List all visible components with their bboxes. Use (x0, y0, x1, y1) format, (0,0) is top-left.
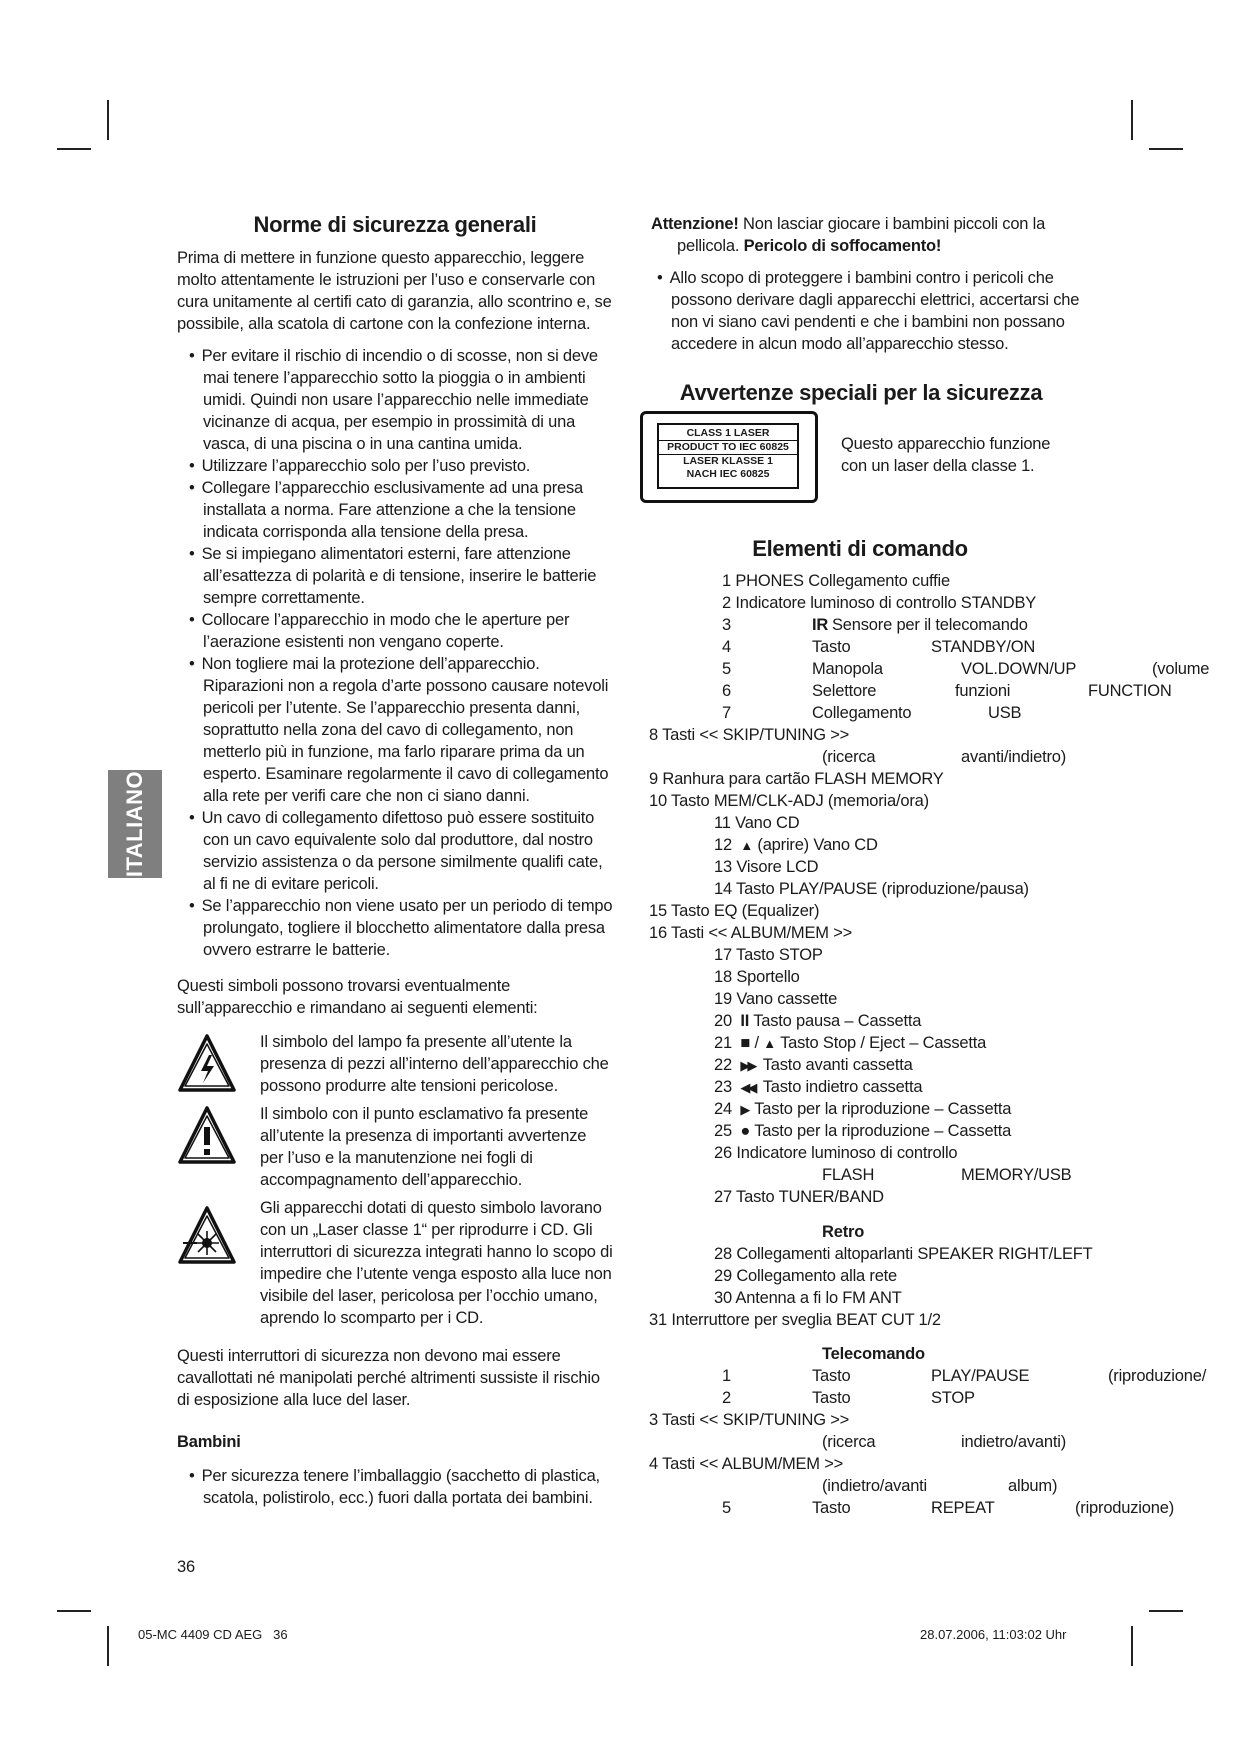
exclamation-warning-icon (177, 1105, 237, 1167)
lightning-warning-icon (177, 1033, 237, 1095)
control-row: 17 Tasto STOP (714, 946, 823, 964)
warning-label: Attenzione! (651, 215, 739, 233)
crop-mark (107, 1626, 109, 1666)
symbol-text: Il simbolo con il punto esclamativo fa presente all’utente la presenza di importanti avvertenze per l’uso e la manutenzione nei fogli di accompagnamento dell’apparecchio. (260, 1105, 589, 1189)
laser-class-label (640, 411, 818, 503)
remote-row: 4 Tasti << ALBUM/MEM >> (649, 1455, 844, 1473)
control-row: 25 ● Tasto per la riproduzione – Cassetta (714, 1122, 1012, 1140)
warning-text: Non lasciar giocare i bambini piccoli con la pellicola. (677, 215, 1046, 255)
control-row: 18 Sportello (714, 968, 800, 986)
right-warning (651, 213, 1081, 355)
eject-icon: ▲ (740, 838, 754, 853)
symbol-text: Il simbolo del lampo fa presente all’utente la presenza di pezzi all’interno dell’apparecchio che possono produrre alte tensioni pericolose. (260, 1033, 609, 1095)
footer-left: 05-MC 4409 CD AEG 36 (138, 1627, 288, 1642)
control-row: 12 ▲ (aprire) Vano CD (714, 836, 878, 854)
list-item: • Se l’apparecchio non viene usato per un periodo di tempo prolungato, togliere il blocchetto alimentatore dalla presa ovvero estrarre le batterie. (177, 895, 613, 961)
crop-mark (1149, 1610, 1183, 1612)
control-row: 2 Indicatore luminoso di controllo STANDBY (722, 594, 1037, 612)
play-icon: ▶ (740, 1102, 751, 1117)
side-language-tab (108, 770, 162, 878)
list-item: • Collegare l’apparecchio esclusivamente ad una presa installata a norma. Fare attenzione a che la tensione indicata corrisponda alla tensione della presa. (177, 477, 613, 543)
rewind-icon: ◀◀ (740, 1080, 755, 1095)
section-title-special-safety: Avvertenze speciali per la sicurezza (679, 380, 1043, 405)
list-item: • Collocare l’apparecchio in modo che le aperture per l’aerazione esistenti non vengano coperte. (177, 609, 613, 653)
list-item: • Utilizzare l’apparecchio solo per l’uso previsto. (177, 455, 613, 477)
list-item: • Per evitare il rischio di incendio o di scosse, non si deve mai tenere l’apparecchio sotto la pioggia o in ambienti umidi. Quindi non usare l’apparecchio nelle immediate vicinanze di acqua, per esempio in prossimità di una vasca, di una piscina o in una cantina umida. (177, 345, 613, 455)
control-row: 13 Visore LCD (714, 858, 819, 876)
retro-row: 28 Collegamenti altoparlanti SPEAKER RIGHT/LEFT (714, 1245, 1093, 1263)
right-children-list (645, 267, 1081, 355)
control-row: 16 Tasti << ALBUM/MEM >> (649, 924, 853, 942)
stop-icon: ■ (740, 1034, 751, 1052)
laser-warning-icon (177, 1205, 237, 1267)
retro-row: 29 Collegamento alla rete (714, 1267, 898, 1285)
crop-mark (1149, 148, 1183, 150)
list-item: • Per sicurezza tenere l’imballaggio (sacchetto di plastica, scatola, polistirolo, ecc.) fuori dalla portata dei bambini. (177, 1465, 613, 1509)
retro-heading: Retro (822, 1223, 865, 1241)
control-row: 19 Vano cassette (714, 990, 838, 1008)
page-number: 36 (177, 1558, 195, 1576)
laser-label-line: NACH IEC 60825 (686, 468, 770, 480)
section-title-general-safety: Norme di sicurezza generali (253, 212, 537, 237)
footer-right: 28.07.2006, 11:03:02 Uhr (920, 1627, 1067, 1642)
laser-label-line: LASER KLASSE 1 (659, 454, 797, 468)
crop-mark (57, 1610, 91, 1612)
control-row: 10 Tasto MEM/CLK-ADJ (memoria/ora) (649, 792, 929, 810)
remote-heading: Telecomando (822, 1345, 925, 1363)
control-row: 11 Vano CD (714, 814, 800, 832)
symbol-block-lightning (177, 1031, 613, 1097)
children-heading: Bambini (177, 1433, 241, 1451)
control-row: 27 Tasto TUNER/BAND (714, 1188, 884, 1206)
record-icon: ● (740, 1122, 751, 1140)
retro-row: 31 Interruttore per sveglia BEAT CUT 1/2 (649, 1311, 941, 1329)
laser-label-plate (657, 423, 799, 489)
fast-forward-icon: ▶▶ (740, 1058, 755, 1073)
control-row: 20 II Tasto pausa – Cassetta (714, 1012, 922, 1030)
control-row: 26 Indicatore luminoso di controllo (714, 1144, 958, 1162)
control-row: 24 ▶ Tasto per la riproduzione – Cassetta (714, 1100, 1012, 1118)
children-list (177, 1465, 613, 1509)
crop-mark (1131, 100, 1133, 140)
warning-danger: Pericolo di soffocamento! (743, 237, 942, 255)
retro-row: 30 Antenna a fi lo FM ANT (714, 1289, 902, 1307)
eject-icon: ▲ (763, 1036, 776, 1051)
list-item: • Se si impiegano alimentatori esterni, fare attenzione all’esattezza di polarità e di tensione, inserire le batterie sempre correttamente. (177, 543, 613, 609)
symbols-intro: Questi simboli possono trovarsi eventualmente sull’apparecchio e rimandano ai seguenti elementi: (177, 977, 538, 1017)
symbol-text: Gli apparecchi dotati di questo simbolo lavorano con un „Laser classe 1“ per riprodurre i CD. Gli interruttori di sicurezza integrati hanno lo scopo di impedire che l’utente venga esposto alla luce non visibile del laser, pericolosa per l’occhio umano, aprendo lo scomparto per i CD. (260, 1199, 613, 1327)
control-row: 14 Tasto PLAY/PAUSE (riproduzione/pausa) (714, 880, 1029, 898)
laser-description: Questo apparecchio funzione con un laser della classe 1. (841, 435, 1051, 475)
control-row: 21 ■ / ▲ Tasto Stop / Eject – Cassetta (714, 1034, 987, 1052)
switches-note: Questi interruttori di sicurezza non devono mai essere cavallottati né manipolati perché altrimenti sussiste il rischio di esposizione alla luce del laser. (177, 1347, 600, 1409)
control-row: 1 PHONES Collegamento cuffie (722, 572, 950, 590)
list-item: • Un cavo di collegamento difettoso può essere sostituito con un cavo equivalente solo dal produttore, dal nostro servizio assistenza o da persone similmente qualifi cate, al fi ne di evitare pericoli. (177, 807, 613, 895)
remote-row: 3 Tasti << SKIP/TUNING >> (649, 1411, 850, 1429)
crop-mark (107, 100, 109, 140)
list-item: • Non togliere mai la protezione dell’apparecchio. Riparazioni non a regola d’arte possono causare notevoli pericoli per l’utente. Se l’apparecchio presenta danni, soprattutto nella zona del cavo di collegamento, non metterlo più in funzione, ma farlo riparare prima da un esperto. Esaminare regolarmente il cavo di collegamento alla rete per verifi care che non ci siano danni. (177, 653, 613, 807)
left-column (177, 214, 613, 1509)
crop-mark (1131, 1626, 1133, 1666)
control-row: 8 Tasti << SKIP/TUNING >> (649, 726, 850, 744)
symbol-block-laser (177, 1197, 613, 1329)
control-row: 22 ▶▶ Tasto avanti cassetta (714, 1056, 913, 1074)
control-row: 9 Ranhura para cartão FLASH MEMORY (649, 770, 944, 788)
laser-label-line: PRODUCT TO IEC 60825 (659, 440, 797, 454)
safety-list (177, 345, 613, 961)
list-item: • Allo scopo di proteggere i bambini contro i pericoli che possono derivare dagli apparecchi elettrici, accertarsi che non vi siano cavi pendenti e che i bambini non possano accedere in alcun modo all’apparecchio stesso. (645, 267, 1081, 355)
control-row: 15 Tasto EQ (Equalizer) (649, 902, 820, 920)
laser-label-line: CLASS 1 LASER (686, 427, 770, 439)
control-row: 23 ◀◀ Tasto indietro cassetta (714, 1078, 923, 1096)
crop-mark (57, 148, 91, 150)
intro-paragraph: Prima di mettere in funzione questo apparecchio, leggere molto attentamente le istruzioni per l’uso e conservarle con cura unitamente al certifi cato di garanzia, allo scontrino e, se possibile, alla scatola di cartone con la confezione interna. (177, 249, 612, 333)
section-title-controls: Elementi di comando (752, 536, 968, 561)
side-tab-label: ITALIANO (122, 770, 147, 878)
symbol-block-exclamation (177, 1103, 613, 1191)
pause-icon: II (740, 1012, 750, 1030)
